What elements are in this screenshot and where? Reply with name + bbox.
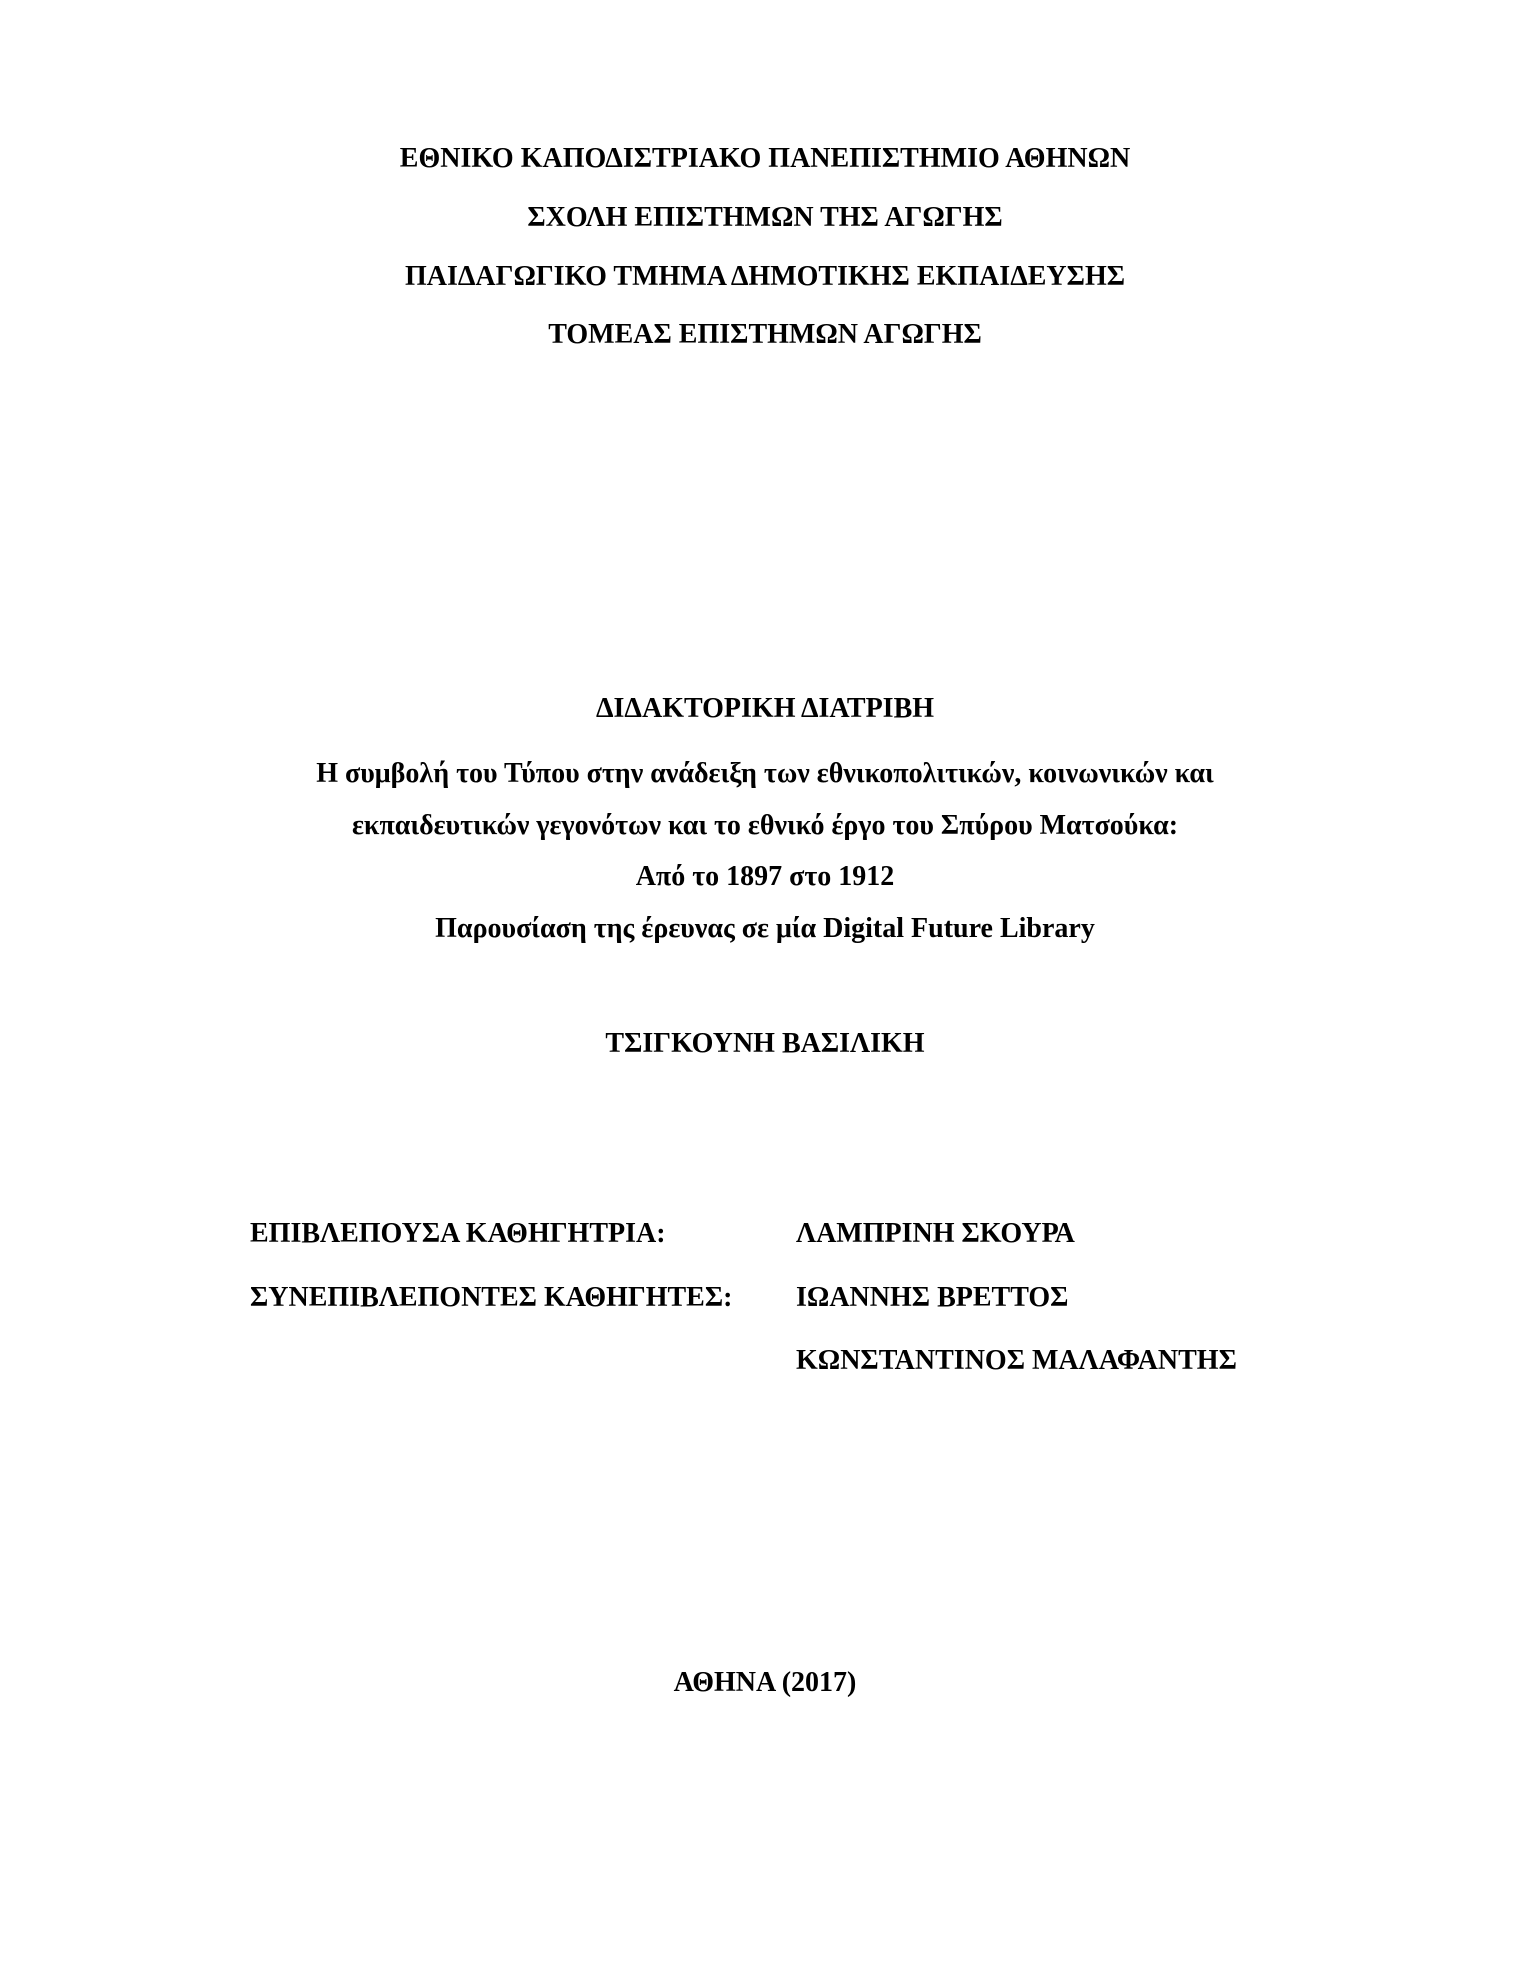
co-supervisor-name: ΙΩΑΝΝΗΣ ΒΡΕΤΤΟΣ	[796, 1282, 1069, 1313]
title-line: Η συμβολή του Τύπου στην ανάδειξη των εθνικοπολιτικών, κοινωνικών και	[316, 758, 1214, 789]
supervisor-name: ΛΑΜΠΡΙΝΗ ΣΚΟΥΡΑ	[796, 1218, 1075, 1249]
university-name: ΕΘΝΙΚΟ ΚΑΠΟΔΙΣΤΡΙΑΚΟ ΠΑΝΕΠΙΣΤΗΜΙΟ ΑΘΗΝΩΝ	[399, 143, 1131, 174]
department-name: ΠΑΙΔΑΓΩΓΙΚΟ ΤΜΗΜΑ ΔΗΜΟΤΙΚΗΣ ΕΚΠΑΙΔΕΥΣΗΣ	[404, 261, 1126, 292]
title-line: Από το 1897 στο 1912	[635, 861, 895, 892]
title-line: Παρουσίαση της έρευνας σε μία Digital Future Library	[435, 913, 1095, 944]
supervisor-label: ΕΠΙΒΛΕΠΟΥΣΑ ΚΑΘΗΓΗΤΡΙΑ:	[250, 1218, 666, 1249]
co-supervisors-label: ΣΥΝΕΠΙΒΛΕΠΟΝΤΕΣ ΚΑΘΗΓΗΤΕΣ:	[250, 1282, 733, 1313]
document-type: ΔΙΔΑΚΤΟΡΙΚΗ ΔΙΑΤΡΙΒΗ	[595, 693, 935, 724]
sector-name: ΤΟΜΕΑΣ ΕΠΙΣΤΗΜΩΝ ΑΓΩΓΗΣ	[548, 319, 982, 350]
co-supervisor-name: ΚΩΝΣΤΑΝΤΙΝΟΣ ΜΑΛΑΦΑΝΤΗΣ	[796, 1345, 1237, 1376]
school-name: ΣΧΟΛΗ ΕΠΙΣΤΗΜΩΝ ΤΗΣ ΑΓΩΓΗΣ	[527, 202, 1003, 233]
title-line: εκπαιδευτικών γεγονότων και το εθνικό έργο του Σπύρου Ματσούκα:	[351, 810, 1179, 841]
author-name: ΤΣΙΓΚΟΥΝΗ ΒΑΣΙΛΙΚΗ	[605, 1028, 925, 1059]
place-and-year: ΑΘΗΝΑ (2017)	[673, 1667, 857, 1698]
